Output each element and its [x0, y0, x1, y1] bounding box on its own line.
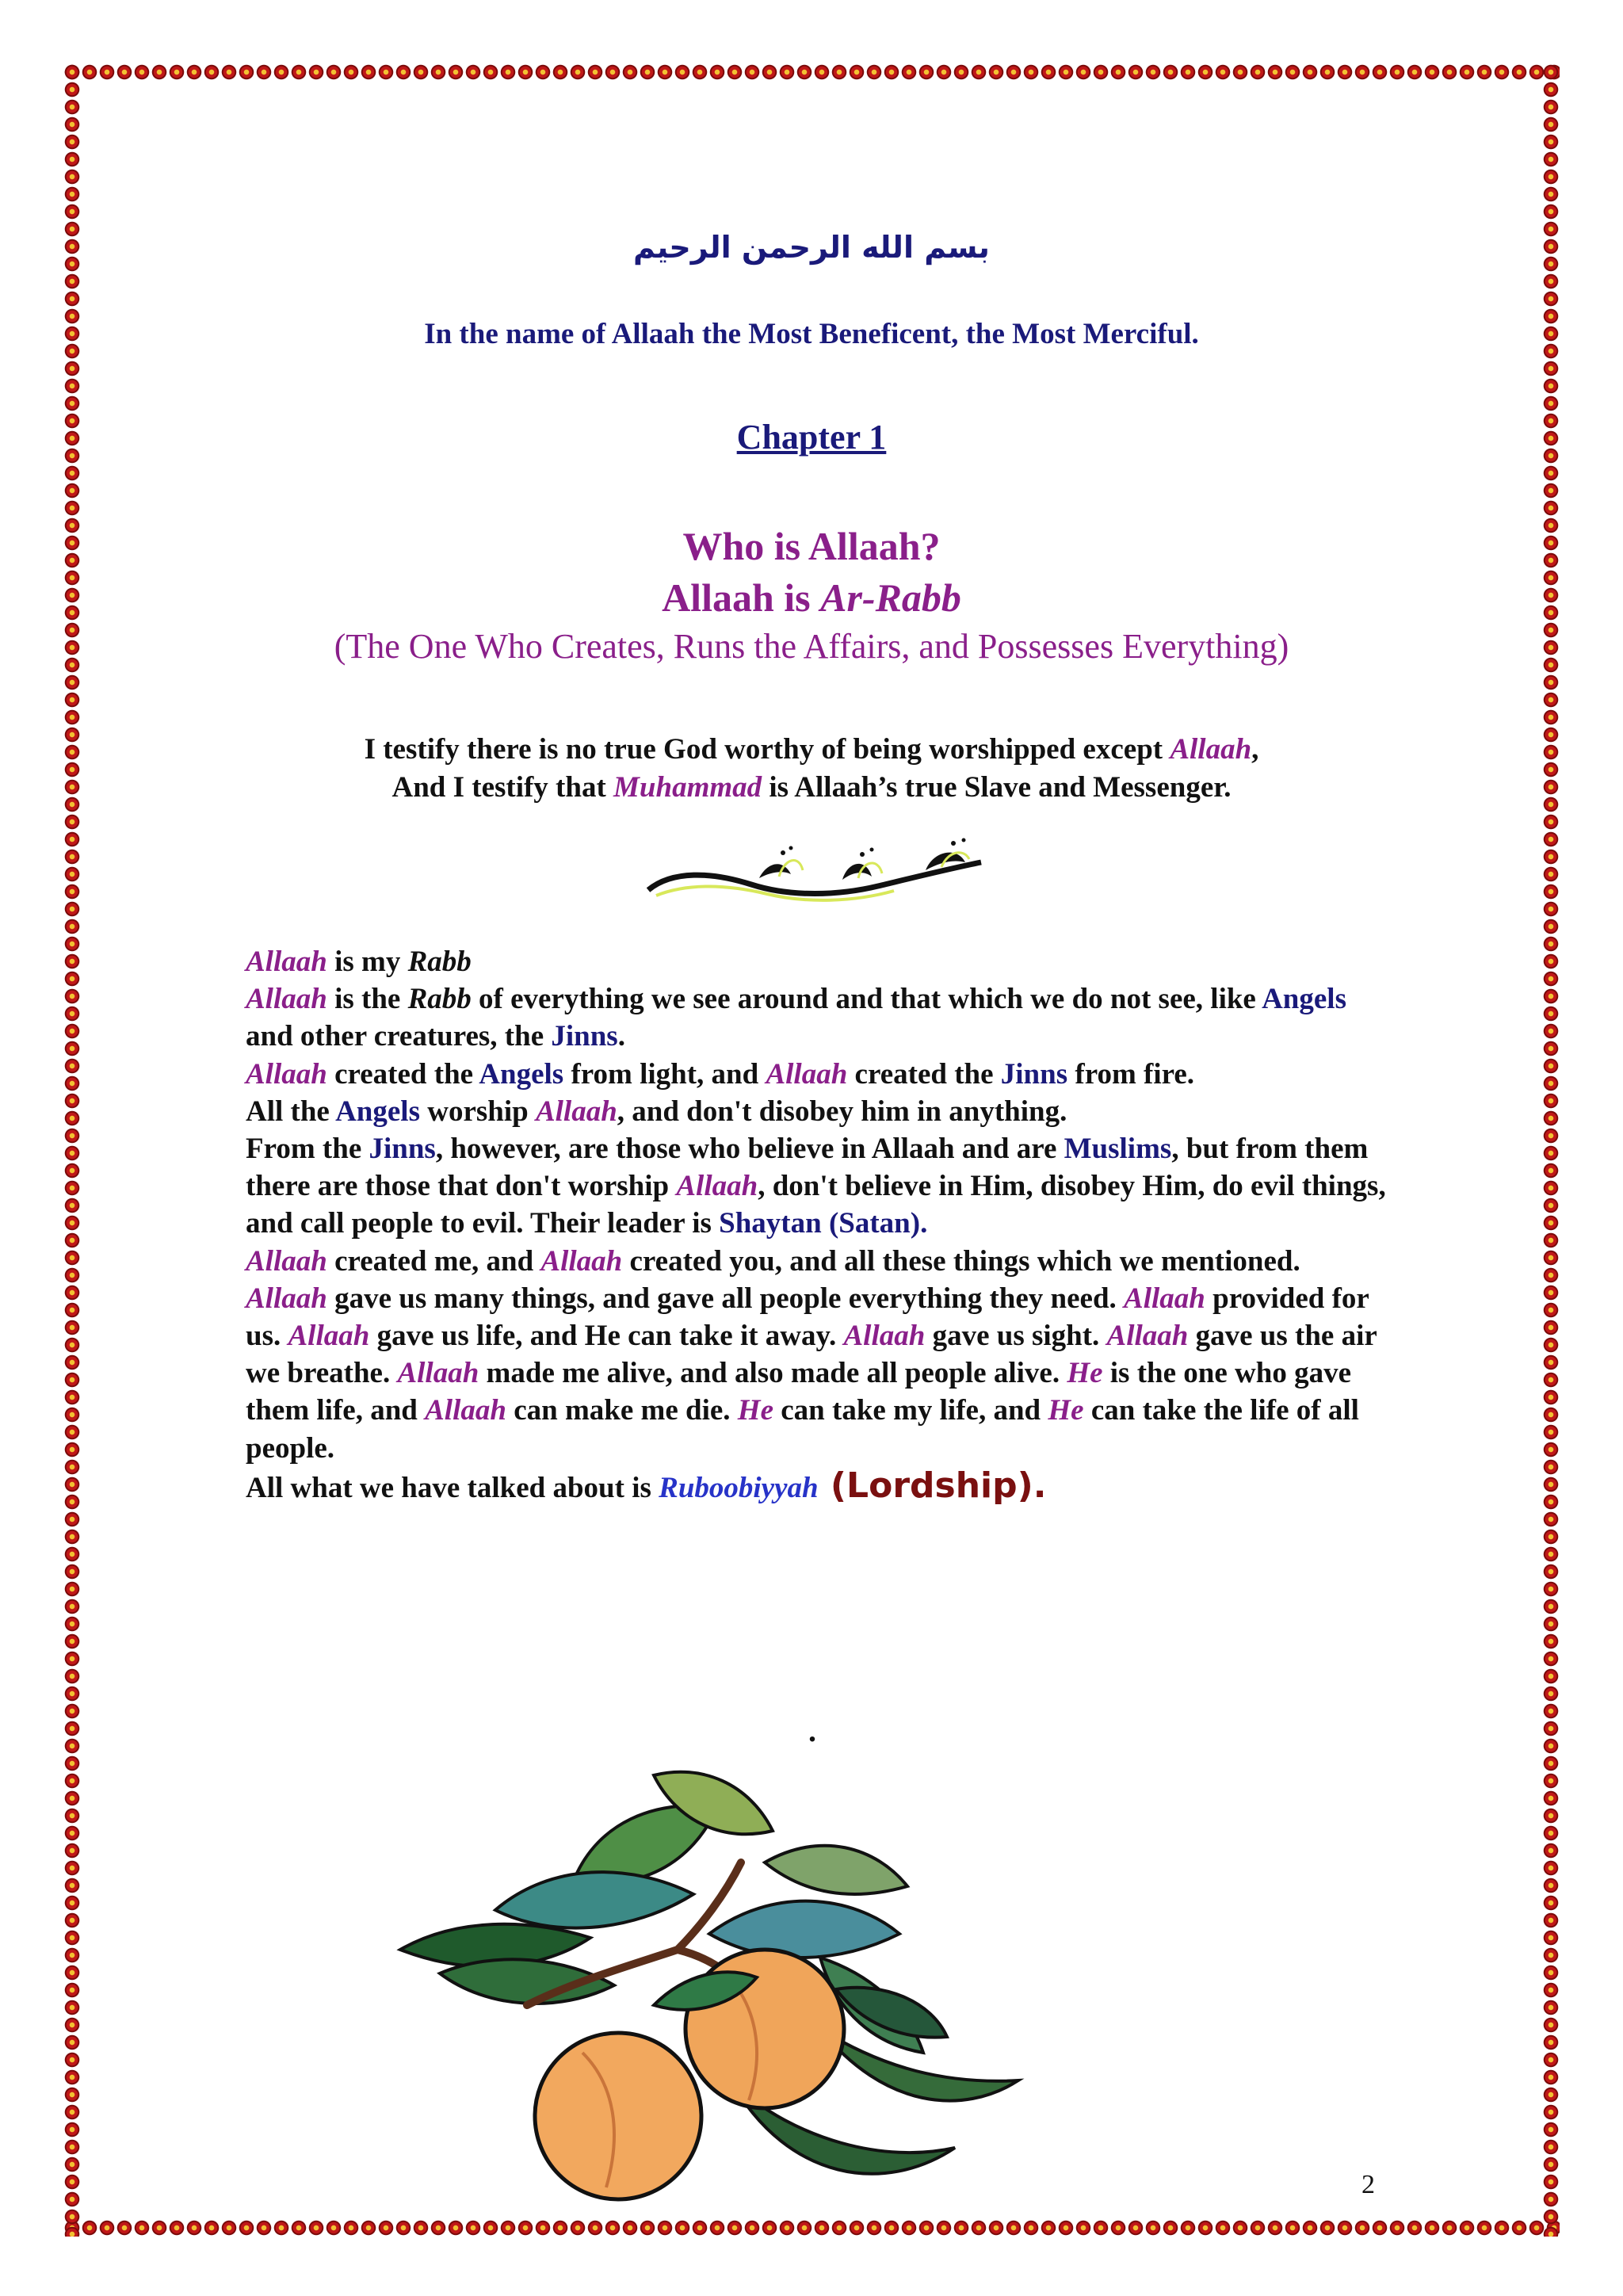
floral-divider-icon — [640, 831, 989, 918]
shahada: I testify there is no true God worthy of being worshipped except Allaah, And I testify that Muhammad is Allaah’s true Slave and Messenger. — [364, 733, 1259, 804]
border-left — [63, 63, 81, 2237]
title-subtitle: (The One Who Creates, Runs the Affairs, and Possesses Everything) — [334, 627, 1289, 666]
body-text: Allaah is my Rabb Allaah is the Rabb of everything we see around and that which we do not see, like Angels and other creatures, the Jinns. Allaah created the Angels from light, and Allaah created the Jinns from fire. All the Angels worship Allaah, and don't disobey him in anything. From the Jinns, however, are those who believe in Allaah and are Muslims, but from them there are those that don't worship Allaah, don't believe in Him, disobey Him, do evil things, and call people to evil. Their leader is Shaytan (Satan). Allaah created me, and Allaah created you, and all these things which we mentioned. Allaah gave us many things, and gave all people everything they need. Allaah provided for us. Allaah gave us life, and He can take it away. Allaah gave us sight. Allaah gave us the air we breathe. Allaah made me alive, and also made all people alive. He is the one who gave them life, and Allaah can make me die. He can take my life, and He can take the life of all people. All what we have talked about is Ruboobiyyah (Lordship). — [246, 946, 1386, 1506]
border-bottom — [63, 2219, 1560, 2237]
border-top — [63, 63, 1560, 81]
border-right — [1542, 63, 1560, 2237]
chapter-heading: Chapter 1 — [736, 418, 887, 457]
peach-fruit-illustration-icon — [392, 1767, 1026, 2203]
basmala-arabic: بسم الله الرحمن الرحيم — [633, 230, 990, 265]
page-number: 2 — [1361, 2170, 1375, 2199]
title-answer: Allaah is Ar-Rabb — [662, 575, 961, 620]
basmala-english: In the name of Allaah the Most Beneficent, the Most Merciful. — [424, 318, 1199, 350]
lordship-term: Lordship). — [846, 1465, 1047, 1506]
title-ar-rabb: Ar-Rabb — [820, 575, 961, 620]
dot-mark: . — [808, 1713, 816, 1748]
title-question: Who is Allaah? — [682, 524, 941, 568]
